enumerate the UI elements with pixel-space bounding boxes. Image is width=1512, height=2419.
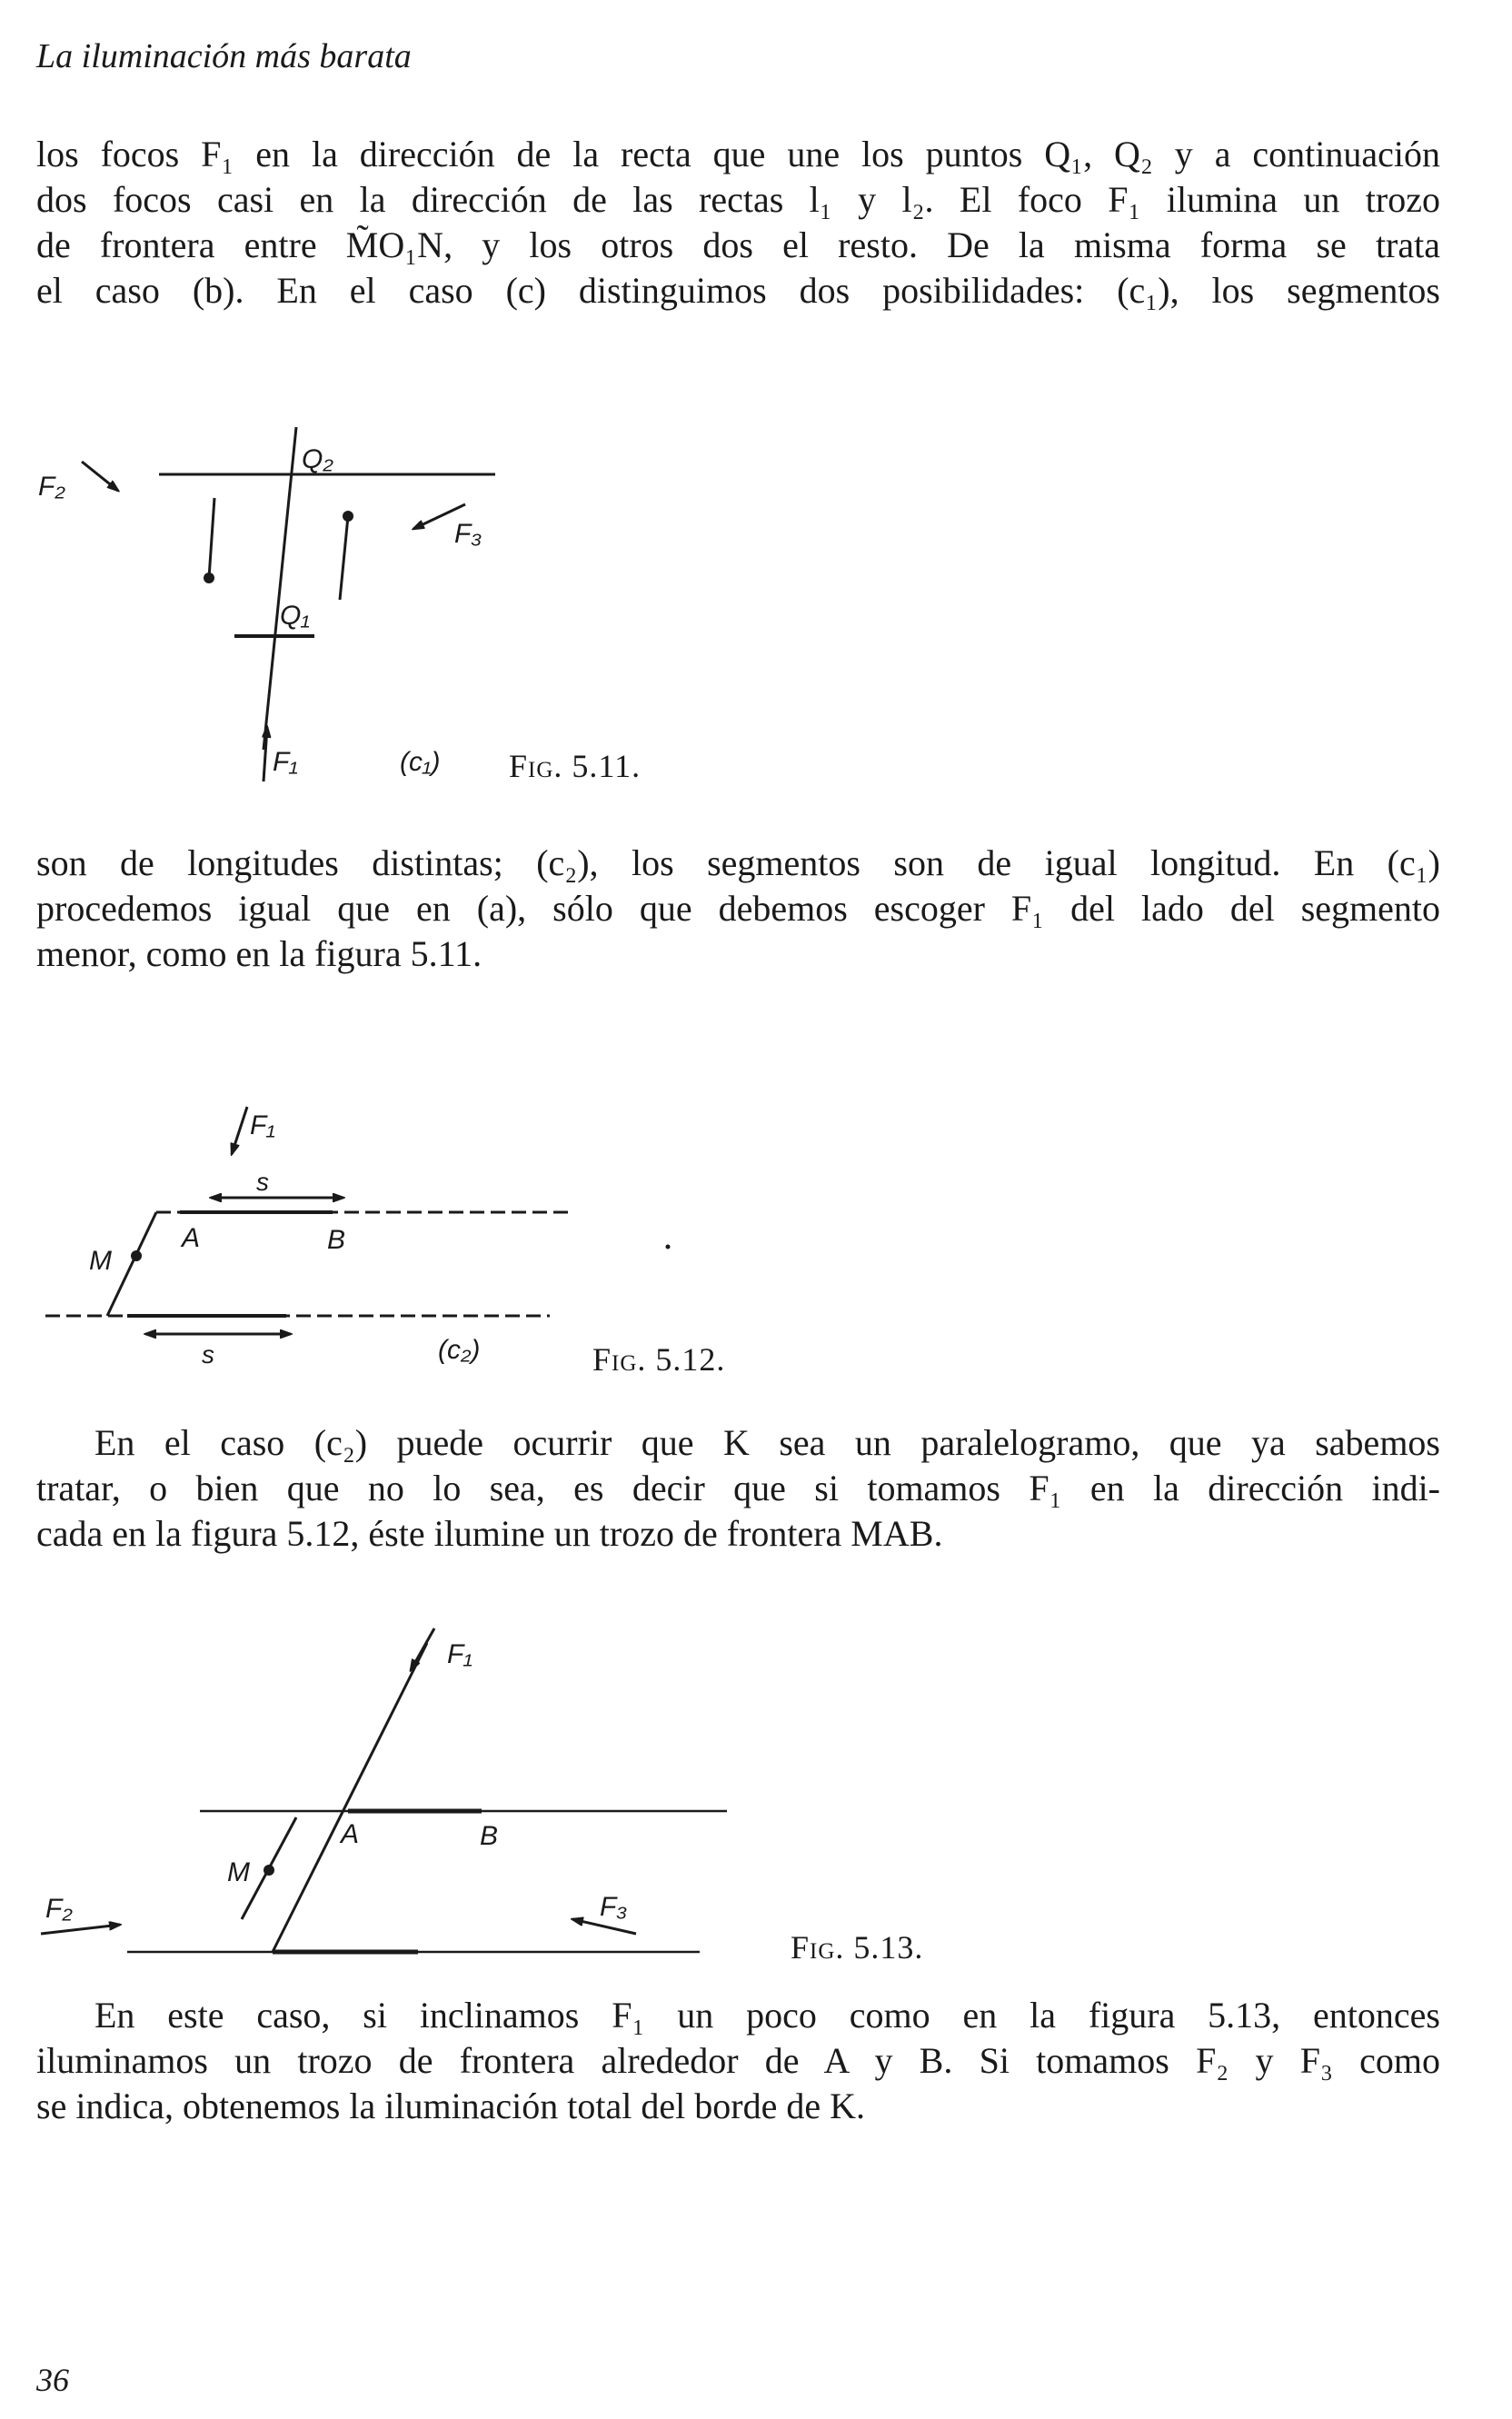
- fig512-stray-dot: [666, 1245, 671, 1249]
- fig513-label-a: A: [341, 1819, 360, 1849]
- paragraph-4: [36, 1993, 1440, 2129]
- fig511-left-dot: [204, 572, 214, 583]
- fig512-label-s-top: s: [256, 1168, 269, 1196]
- paragraph-line: En el caso (c₂) puede ocurrir que K sea un paralelogramo, que ya sabemos: [94, 1422, 1440, 1463]
- fig511-label-f3: F₃: [454, 519, 482, 549]
- paragraph-line: dos focos casi en la dirección de las rectas l₁ y l₂. El foco F₁ ilumina un trozo: [36, 179, 1440, 220]
- fig513-label-b: B: [480, 1821, 499, 1851]
- fig513-long-slanted-line: [273, 1643, 427, 1952]
- fig512-label-a: A: [182, 1223, 201, 1253]
- fig511-label-q1: Q₁: [280, 601, 310, 631]
- fig511-caption: Fig. 5.11.: [509, 748, 642, 784]
- paragraph-line: tratar, o bien que no lo sea, es decir que si tomamos F₁ en la dirección indi-: [36, 1468, 1440, 1508]
- fig512-label-case: (c₂): [438, 1335, 481, 1365]
- fig512-slanted-edge: [107, 1212, 156, 1316]
- figure-5-13: [0, 1618, 1512, 1981]
- page-number: 36: [36, 2362, 69, 2398]
- fig512-label-m: M: [89, 1246, 112, 1276]
- fig513-label-m: M: [227, 1857, 250, 1887]
- fig512-point-m: [131, 1250, 142, 1261]
- fig513-f1-arrow: [411, 1628, 434, 1670]
- paragraph-line: procedemos igual que en (a), sólo que debemos escoger F₁ del lado del segmento: [36, 888, 1440, 929]
- fig513-label-f3: F₃: [600, 1892, 628, 1922]
- paragraph-line: En este caso, si inclinamos F₁ un poco como en la figura 5.13, entonces: [94, 1995, 1440, 2036]
- paragraph-1: [36, 132, 1440, 314]
- fig513-caption: Fig. 5.13.: [791, 1929, 924, 1966]
- fig512-label-f1: F₁: [250, 1110, 275, 1140]
- fig511-right-segment: [340, 516, 348, 600]
- fig511-label-f1: F₁: [273, 747, 298, 777]
- fig512-label-b: B: [327, 1225, 346, 1255]
- fig511-right-dot: [343, 511, 353, 522]
- paragraph-line: menor, como en la figura 5.11.: [36, 933, 482, 974]
- fig512-caption: Fig. 5.12.: [592, 1341, 726, 1378]
- fig511-label-f2: F₂: [38, 472, 65, 502]
- paragraph-line: el caso (b). En el caso (c) distinguimos dos posibilidades: (c₁), los segmentos: [36, 270, 1440, 311]
- fig513-label-f1: F₁: [447, 1639, 472, 1669]
- paragraph-line: cada en la figura 5.12, éste ilumine un trozo de frontera MAB.: [36, 1513, 943, 1554]
- fig513-f2-arrow: [41, 1925, 120, 1934]
- fig513-label-f2: F₂: [45, 1894, 73, 1924]
- paragraph-3: [36, 1420, 1440, 1557]
- figure-5-12: [0, 1081, 1512, 1381]
- paragraph-line: iluminamos un trozo de frontera alrededor de A y B. Si tomamos F₂ y F₃ como: [36, 2040, 1440, 2081]
- fig512-f1-arrow: [232, 1107, 247, 1154]
- paragraph-line: de frontera entre M̃O₁N, y los otros dos el resto. De la misma forma se trata: [36, 224, 1440, 265]
- paragraph-line: los focos F₁ en la dirección de la recta que une los puntos Q₁, Q₂ y a continuación: [36, 134, 1440, 174]
- running-title: La iluminación más barata: [36, 37, 412, 75]
- fig512-label-s-bottom: s: [202, 1340, 214, 1369]
- fig511-f2-arrow: [82, 462, 118, 491]
- paragraph-line: son de longitudes distintas; (c₂), los segmentos son de igual longitud. En (c₁): [36, 842, 1440, 883]
- fig511-label-q2: Q₂: [302, 444, 333, 474]
- paragraph-2: [36, 841, 1440, 977]
- paragraph-line: se indica, obtenemos la iluminación total del borde de K.: [36, 2086, 865, 2126]
- figure-5-11: [0, 400, 1512, 800]
- fig513-point-m: [264, 1865, 274, 1876]
- fig511-label-case: (c₁): [400, 747, 441, 777]
- fig511-left-segment: [209, 498, 214, 578]
